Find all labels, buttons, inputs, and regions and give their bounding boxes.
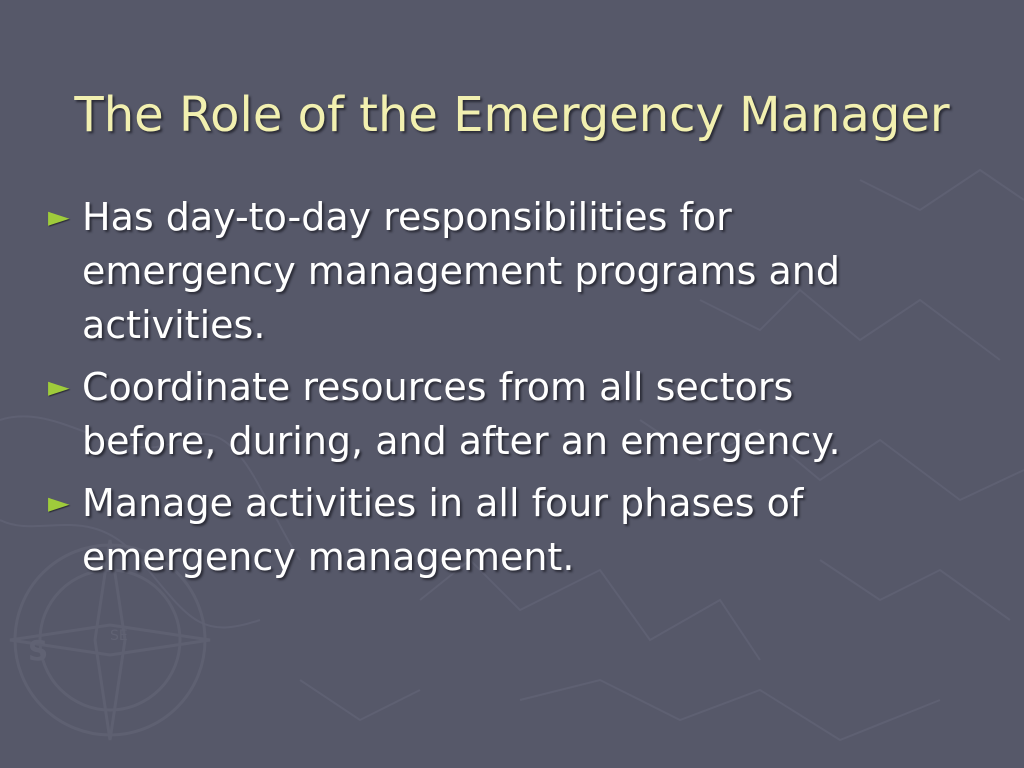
bullet-text: Coordinate resources from all sectors before, during, and after an emergency. (82, 365, 841, 463)
bullet-text: Manage activities in all four phases of emergency management. (82, 481, 804, 579)
bullet-text: Has day-to-day responsibilities for emergency management programs and activities. (82, 195, 840, 347)
svg-text:S: S (28, 634, 49, 667)
triangle-bullet-icon: ► (48, 486, 70, 519)
list-item (48, 190, 948, 352)
slide-title: The Role of the Emergency Manager (74, 87, 950, 144)
svg-text:SE: SE (110, 628, 128, 644)
list-item (48, 476, 948, 584)
triangle-bullet-icon: ► (48, 200, 70, 233)
bullet-list (48, 190, 948, 592)
triangle-bullet-icon: ► (48, 370, 70, 403)
list-item (48, 360, 948, 468)
